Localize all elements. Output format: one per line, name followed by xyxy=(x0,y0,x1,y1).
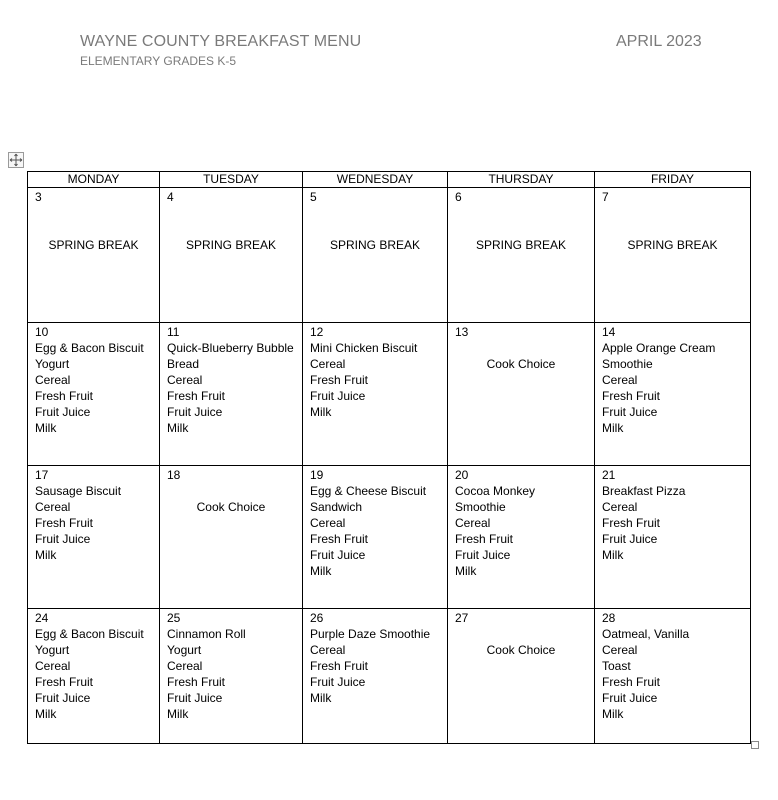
day-cell xyxy=(448,466,595,609)
menu-item: Milk xyxy=(35,421,57,435)
day-number: 25 xyxy=(167,611,181,625)
menu-item: Fresh Fruit xyxy=(35,389,94,403)
day-number: 3 xyxy=(35,190,42,204)
day-number: 14 xyxy=(602,325,616,339)
menu-item: Oatmeal, Vanilla xyxy=(602,627,690,641)
day-cell xyxy=(160,323,303,466)
day-note: Cook Choice xyxy=(486,357,556,371)
day-number: 21 xyxy=(602,468,616,482)
table-move-handle-icon[interactable] xyxy=(8,152,24,168)
menu-item: Smoothie xyxy=(455,500,506,514)
menu-item: Cereal xyxy=(167,659,203,673)
menu-item: Fresh Fruit xyxy=(455,532,514,546)
week-row xyxy=(28,609,751,744)
day-cell xyxy=(160,188,303,323)
menu-item: Yogurt xyxy=(35,357,70,371)
day-number: 28 xyxy=(602,611,616,625)
menu-item: Smoothie xyxy=(602,357,653,371)
menu-item: Quick-Blueberry Bubble xyxy=(167,341,294,355)
day-number: 20 xyxy=(455,468,469,482)
weekday-header: MONDAY xyxy=(28,172,160,188)
day-cell xyxy=(28,466,160,609)
menu-item: Fresh Fruit xyxy=(310,532,369,546)
menu-item: Milk xyxy=(35,707,57,721)
day-cell xyxy=(303,609,448,744)
day-cell xyxy=(303,466,448,609)
menu-item: Milk xyxy=(310,405,332,419)
day-note: SPRING BREAK xyxy=(475,238,567,252)
day-note: SPRING BREAK xyxy=(48,238,139,252)
menu-item: Fresh Fruit xyxy=(167,389,226,403)
document-title: WAYNE COUNTY BREAKFAST MENU xyxy=(80,33,362,50)
menu-item: Fruit Juice xyxy=(35,405,91,419)
menu-item: Cereal xyxy=(310,357,346,371)
menu-item: Fruit Juice xyxy=(310,389,366,403)
day-cell xyxy=(303,188,448,323)
menu-item: Egg & Cheese Biscuit xyxy=(310,484,427,498)
menu-item: Breakfast Pizza xyxy=(602,484,686,498)
menu-item: Sausage Biscuit xyxy=(35,484,122,498)
menu-item: Cereal xyxy=(35,659,71,673)
menu-item: Cereal xyxy=(602,373,638,387)
menu-item: Yogurt xyxy=(167,643,202,657)
menu-item: Milk xyxy=(35,548,57,562)
menu-item: Mini Chicken Biscuit xyxy=(310,341,418,355)
day-note: Cook Choice xyxy=(486,643,556,657)
weekday-header: THURSDAY xyxy=(448,172,595,188)
menu-item: Fresh Fruit xyxy=(602,675,661,689)
week-row xyxy=(28,323,751,466)
menu-item: Egg & Bacon Biscuit xyxy=(35,341,144,355)
day-cell xyxy=(160,466,303,609)
menu-item: Fruit Juice xyxy=(602,691,658,705)
menu-item: Fruit Juice xyxy=(602,405,658,419)
menu-item: Milk xyxy=(455,564,477,578)
menu-item: Fruit Juice xyxy=(167,405,223,419)
menu-item: Fruit Juice xyxy=(310,675,366,689)
day-number: 7 xyxy=(602,190,609,204)
menu-item: Cereal xyxy=(310,643,346,657)
menu-item: Fruit Juice xyxy=(602,532,658,546)
day-number: 13 xyxy=(455,325,469,339)
menu-item: Cocoa Monkey xyxy=(455,484,536,498)
day-cell xyxy=(448,323,595,466)
menu-item: Egg & Bacon Biscuit xyxy=(35,627,144,641)
day-cell xyxy=(595,323,751,466)
weekday-header: TUESDAY xyxy=(160,172,303,188)
weekday-header: WEDNESDAY xyxy=(303,172,448,188)
day-cell xyxy=(595,188,751,323)
menu-item: Cereal xyxy=(602,643,638,657)
menu-item: Fruit Juice xyxy=(455,548,511,562)
day-cell xyxy=(160,609,303,744)
menu-item: Fruit Juice xyxy=(35,691,91,705)
day-number: 5 xyxy=(310,190,317,204)
menu-item: Fresh Fruit xyxy=(35,675,94,689)
menu-item: Cereal xyxy=(602,500,638,514)
day-cell xyxy=(595,609,751,744)
menu-item: Fruit Juice xyxy=(167,691,223,705)
day-note: SPRING BREAK xyxy=(329,238,421,252)
day-note: SPRING BREAK xyxy=(627,238,718,252)
menu-item: Milk xyxy=(167,707,189,721)
menu-item: Fresh Fruit xyxy=(167,675,226,689)
menu-item: Milk xyxy=(167,421,189,435)
day-note: SPRING BREAK xyxy=(185,238,277,252)
day-number: 17 xyxy=(35,468,49,482)
menu-item: Cinnamon Roll xyxy=(167,627,246,641)
week-row xyxy=(28,466,751,609)
menu-item: Cereal xyxy=(455,516,491,530)
day-number: 18 xyxy=(167,468,181,482)
menu-item: Yogurt xyxy=(35,643,70,657)
menu-calendar-table xyxy=(27,171,751,744)
day-cell xyxy=(448,188,595,323)
week-row xyxy=(28,188,751,323)
day-number: 27 xyxy=(455,611,469,625)
menu-item: Milk xyxy=(310,564,332,578)
day-cell xyxy=(303,323,448,466)
day-cell xyxy=(448,609,595,744)
menu-item: Fruit Juice xyxy=(35,532,91,546)
menu-item: Apple Orange Cream xyxy=(602,341,716,355)
menu-item: Fresh Fruit xyxy=(602,389,661,403)
menu-item: Cereal xyxy=(310,516,346,530)
menu-item: Milk xyxy=(602,548,624,562)
document-subtitle: ELEMENTARY GRADES K-5 xyxy=(80,54,237,68)
day-cell xyxy=(28,188,160,323)
menu-item: Bread xyxy=(167,357,200,371)
day-number: 11 xyxy=(167,325,180,339)
day-number: 26 xyxy=(310,611,324,625)
menu-item: Sandwich xyxy=(310,500,363,514)
menu-item: Fresh Fruit xyxy=(310,373,369,387)
menu-item: Fresh Fruit xyxy=(35,516,94,530)
day-number: 4 xyxy=(167,190,174,204)
day-number: 19 xyxy=(310,468,324,482)
menu-month: APRIL 2023 xyxy=(616,33,702,50)
menu-item: Fruit Juice xyxy=(310,548,366,562)
day-number: 10 xyxy=(35,325,49,339)
day-cell xyxy=(28,609,160,744)
day-cell xyxy=(595,466,751,609)
weekday-header: FRIDAY xyxy=(595,172,751,188)
day-number: 12 xyxy=(310,325,324,339)
day-cell xyxy=(28,323,160,466)
menu-item: Fresh Fruit xyxy=(602,516,661,530)
menu-item: Purple Daze Smoothie xyxy=(310,627,431,641)
menu-item: Fresh Fruit xyxy=(310,659,369,673)
menu-item: Milk xyxy=(602,421,624,435)
menu-item: Cereal xyxy=(35,500,71,514)
day-number: 6 xyxy=(455,190,462,204)
menu-item: Milk xyxy=(602,707,624,721)
menu-item: Cereal xyxy=(35,373,71,387)
menu-item: Toast xyxy=(602,659,631,673)
weekday-header-row xyxy=(28,172,751,188)
menu-item: Cereal xyxy=(167,373,203,387)
menu-item: Milk xyxy=(310,691,332,705)
day-number: 24 xyxy=(35,611,49,625)
table-resize-handle[interactable] xyxy=(751,741,759,749)
day-note: Cook Choice xyxy=(196,500,266,514)
